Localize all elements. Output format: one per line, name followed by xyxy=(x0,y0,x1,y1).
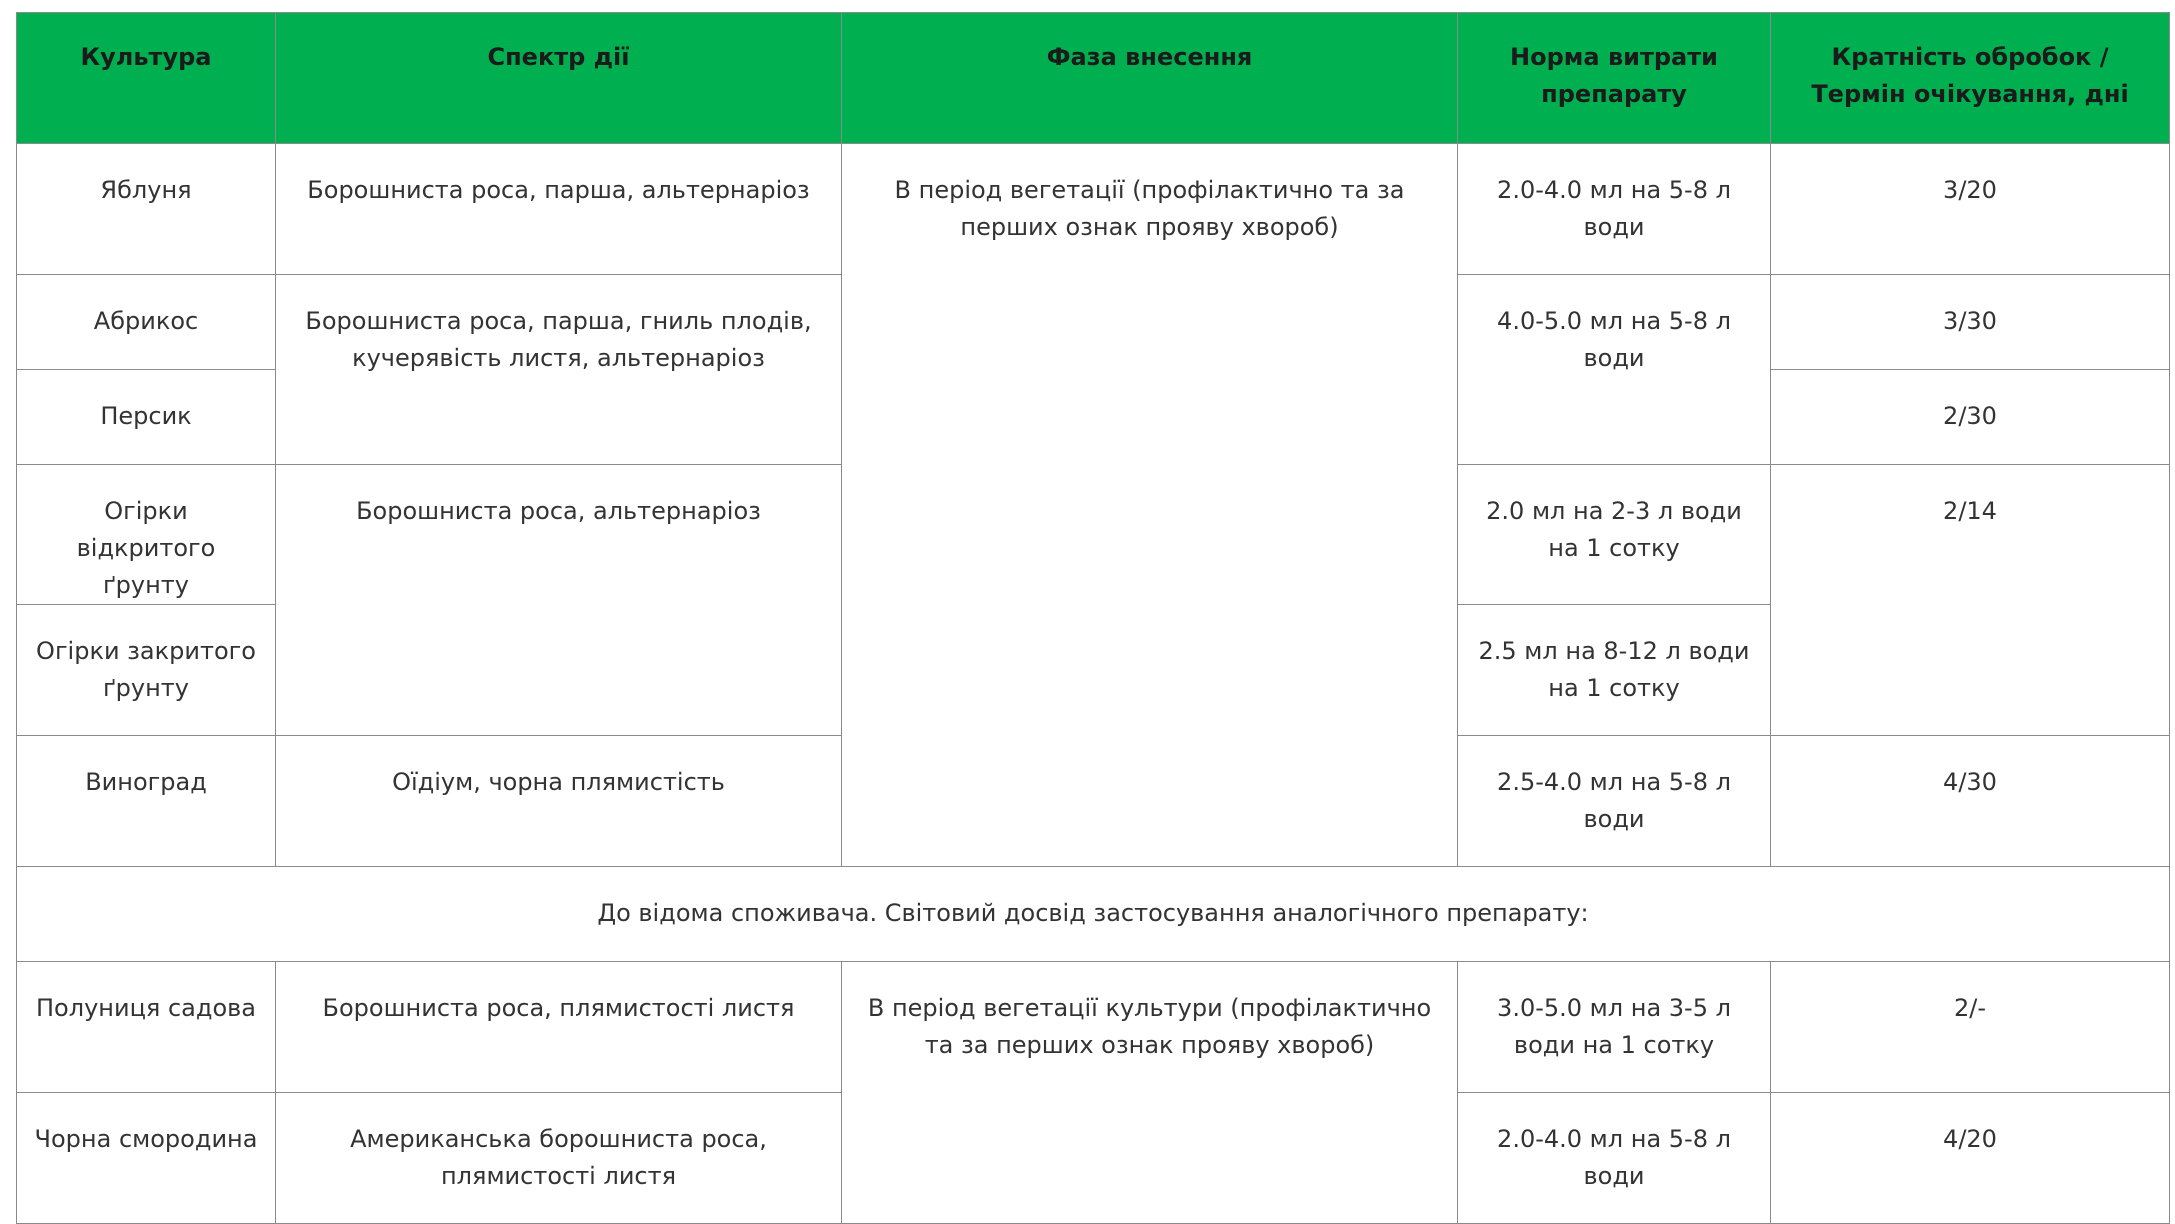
note-row xyxy=(17,867,2170,962)
cell-crop: Полуниця садова xyxy=(17,962,276,1093)
header-crop: Культура xyxy=(17,13,276,144)
cell-rate: 2.5-4.0 мл на 5-8 л води xyxy=(1458,736,1771,867)
cell-treatments: 4/30 xyxy=(1771,736,2170,867)
header-row xyxy=(17,13,2170,144)
consumer-note: До відома споживача. Світовий досвід застосування аналогічного препарату: xyxy=(17,867,2170,962)
cell-rate: 2.0-4.0 мл на 5-8 л води xyxy=(1458,1093,1771,1224)
cell-treatments: 2/- xyxy=(1771,962,2170,1093)
cell-crop: Огірки закритого ґрунту xyxy=(17,605,276,736)
header-spectrum: Спектр дії xyxy=(276,13,842,144)
cell-spectrum: Борошниста роса, парша, альтернаріоз xyxy=(276,144,842,275)
usage-table xyxy=(16,12,2170,1224)
cell-rate: 3.0-5.0 мл на 3-5 л води на 1 сотку xyxy=(1458,962,1771,1093)
header-phase: Фаза внесення xyxy=(842,13,1458,144)
cell-treatments: 2/14 xyxy=(1771,465,2170,736)
cell-spectrum: Борошниста роса, парша, гниль плодів, кучерявість листя, альтернаріоз xyxy=(276,275,842,465)
table-row xyxy=(17,962,2170,1093)
cell-crop: Огірки відкритого ґрунту xyxy=(17,465,276,605)
cell-spectrum: Американська борошниста роса, плямистості листя xyxy=(276,1093,842,1224)
header-rate: Норма витрати препарату xyxy=(1458,13,1771,144)
cell-spectrum: Борошниста роса, альтернаріоз xyxy=(276,465,842,736)
cell-spectrum: Борошниста роса, плямистості листя xyxy=(276,962,842,1093)
cell-treatments: 2/30 xyxy=(1771,370,2170,465)
cell-crop: Чорна смородина xyxy=(17,1093,276,1224)
cell-crop: Яблуня xyxy=(17,144,276,275)
cell-treatments: 4/20 xyxy=(1771,1093,2170,1224)
usage-table-container xyxy=(16,12,2169,1224)
cell-rate: 2.0 мл на 2-3 л води на 1 сотку xyxy=(1458,465,1771,605)
cell-treatments: 3/30 xyxy=(1771,275,2170,370)
cell-rate: 4.0-5.0 мл на 5-8 л води xyxy=(1458,275,1771,465)
cell-phase: В період вегетації культури (профілактично та за перших ознак прояву хвороб) xyxy=(842,962,1458,1224)
cell-crop: Персик xyxy=(17,370,276,465)
table-row xyxy=(17,144,2170,275)
cell-phase: В період вегетації (профілактично та за перших ознак прояву хвороб) xyxy=(842,144,1458,867)
cell-rate: 2.0-4.0 мл на 5-8 л води xyxy=(1458,144,1771,275)
cell-treatments: 3/20 xyxy=(1771,144,2170,275)
cell-rate: 2.5 мл на 8-12 л води на 1 сотку xyxy=(1458,605,1771,736)
cell-crop: Абрикос xyxy=(17,275,276,370)
cell-crop: Виноград xyxy=(17,736,276,867)
header-treatments: Кратність обробок / Термін очікування, дні xyxy=(1771,13,2170,144)
cell-spectrum: Оїдіум, чорна плямистість xyxy=(276,736,842,867)
